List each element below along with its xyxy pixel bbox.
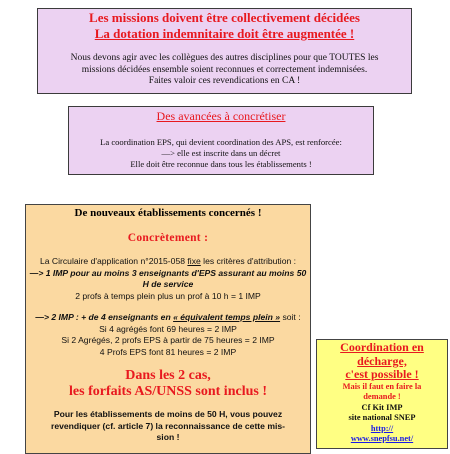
imp1-line-c: 2 profs à temps plein plus un prof à 10 h = 1 IMP xyxy=(75,290,261,301)
avancees-box xyxy=(68,106,374,175)
imp2-text-b: soit : xyxy=(280,312,301,322)
circulaire-text-a: La Circulaire d'application n°2015-058 xyxy=(39,256,188,266)
missions-title-line1: Les missions doivent être collectivement décidées xyxy=(89,10,360,25)
missions-body-line1: Nous devons agir avec les collègues des autres disciplines pour que TOUTES les xyxy=(70,53,379,63)
imp1-line-b: H de service xyxy=(142,279,194,289)
coordination-sub2: demande ! xyxy=(363,392,401,401)
circulaire-text-b: les critères d'attribution : xyxy=(200,256,297,266)
etablissements-heading: De nouveaux établissements concernés ! xyxy=(74,207,262,219)
etablissements-box xyxy=(25,204,311,454)
snep-link-line2[interactable]: www.snepfsu.net/ xyxy=(350,434,414,443)
example-3: 4 Profs EPS font 81 heures = 2 IMP xyxy=(99,346,237,357)
coordination-title3: c'est possible ! xyxy=(345,367,419,381)
missions-body xyxy=(38,53,411,88)
imp2-text-a: —> 2 IMP : + de 4 enseignants en xyxy=(35,312,174,322)
snep-link-line1[interactable]: http:// xyxy=(370,423,394,433)
missions-title-line2: La dotation indemnitaire doit être augmentée ! xyxy=(94,26,355,41)
kit-line1: Cf Kit IMP xyxy=(361,402,403,412)
forfaits-line1: Dans les 2 cas, xyxy=(125,368,211,383)
missions-body-line3: Faites valoir ces revendications en CA ! xyxy=(148,76,301,87)
kit-line2: site national SNEP xyxy=(348,413,416,422)
avancees-line1: La coordination EPS, qui devient coordination des APS, est renforcée: xyxy=(100,137,342,147)
coordination-callout-box xyxy=(316,339,448,449)
circulaire-line xyxy=(26,256,310,268)
avancees-line3: Elle doit être reconnue dans tous les établissements ! xyxy=(130,159,312,170)
imp2-line xyxy=(26,312,310,324)
avancees-title: Des avancées à concrétiser xyxy=(156,109,286,123)
footnote-line3: sion ! xyxy=(156,432,180,442)
coordination-title1: Coordination en xyxy=(340,340,424,354)
circulaire-fixe: fixe xyxy=(187,256,201,266)
avancees-line2: —> elle est inscrite dans un décret xyxy=(161,148,281,159)
imp2-quote: « équivalent temps plein » xyxy=(173,312,281,322)
footnote-line1: Pour les établissements de moins de 50 H, vous pouvez xyxy=(53,409,283,419)
concretement-heading: Concrètement : xyxy=(127,232,209,244)
coordination-title2: décharge, xyxy=(357,353,407,368)
imp1-line-a: —> 1 IMP pour au moins 3 enseignants d'EPS assurant au moins 50 xyxy=(29,267,307,278)
missions-notice-box xyxy=(37,8,412,94)
missions-body-line2: missions décidées ensemble soient reconnues et correctement indemnisées. xyxy=(81,64,368,75)
example-2: Si 2 Agrégés, 2 profs EPS à partir de 75 heures = 2 IMP xyxy=(61,335,275,345)
forfaits-line2: les forfaits AS/UNSS sont inclus ! xyxy=(69,384,267,399)
example-1: Si 4 agrégés font 69 heures = 2 IMP xyxy=(99,323,237,334)
footnote-line2: revendiquer (cf. article 7) la reconnaissance de cette mis- xyxy=(50,420,286,431)
avancees-body xyxy=(69,137,373,171)
coordination-sub1: Mais il faut en faire la xyxy=(342,381,422,391)
